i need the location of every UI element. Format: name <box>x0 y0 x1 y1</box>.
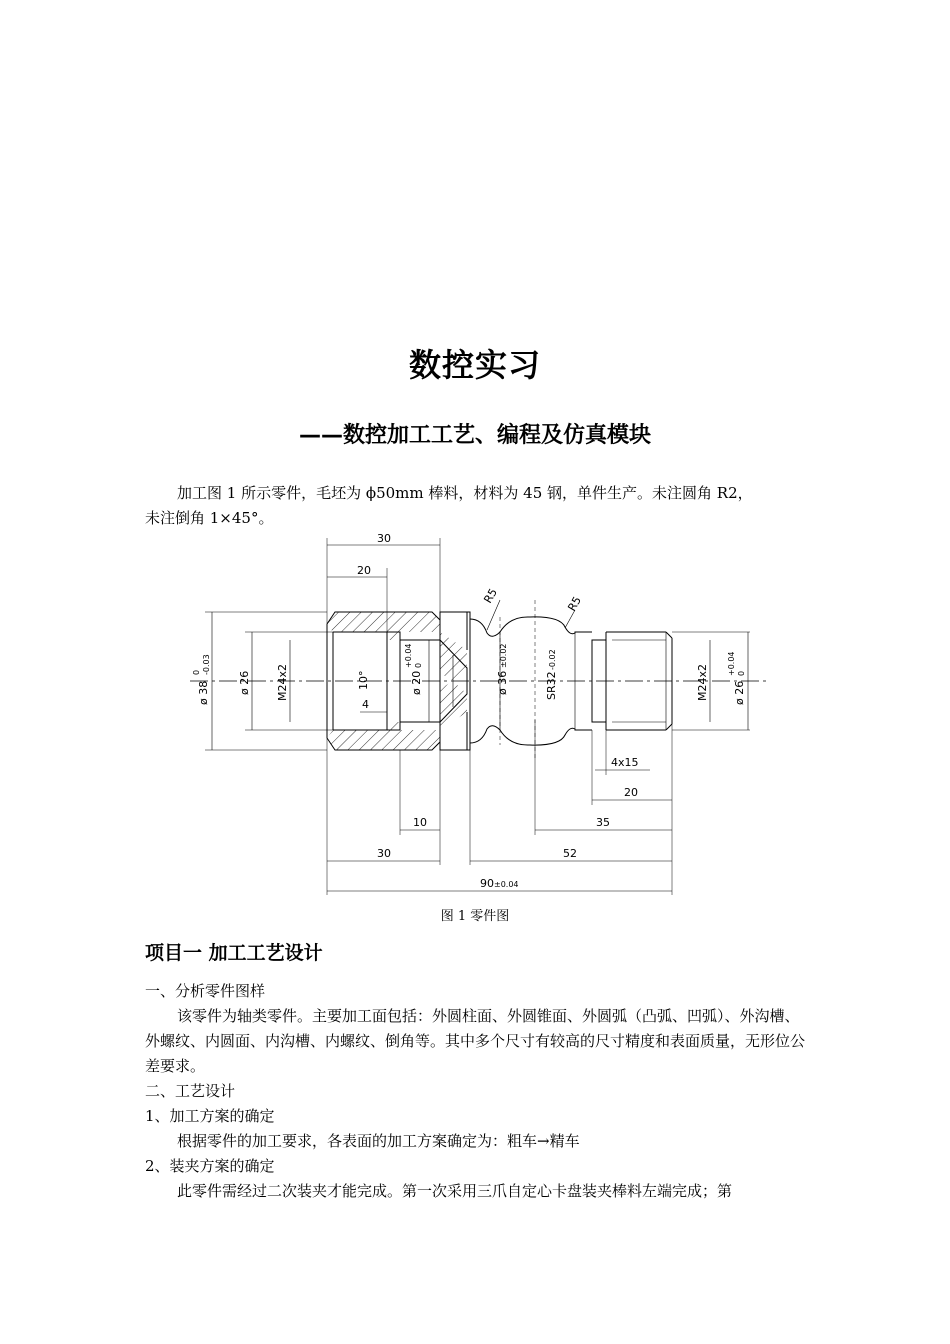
dia36-tol: ±0.02 <box>499 643 508 668</box>
dia20-tol-lower: 0 <box>414 662 423 668</box>
dia26-right-tol-upper: +0.04 <box>727 651 736 676</box>
dia26-right-label: ø 26 <box>733 680 746 705</box>
sr32-label: SR32 <box>545 671 558 700</box>
dia20-label: ø 20 <box>410 670 423 695</box>
s2-2-body: 此零件需经过二次装夹才能完成。第一次采用三爪自定心卡盘装夹棒料左端完成；第 <box>177 1182 733 1200</box>
dia38-label: ø 38 <box>197 680 210 705</box>
dim-4x15-label: 4x15 <box>611 756 639 769</box>
s2-title: 二、工艺设计 <box>145 1082 236 1100</box>
dia38-tol-lower: -0.03 <box>202 654 211 675</box>
r5-right-label: R5 <box>565 594 584 614</box>
figure-caption: 图 1 零件图 <box>440 909 510 924</box>
intro-paragraph-line1: 加工图 1 所示零件，毛坯为 ϕ50mm 棒料，材料为 45 钢，单件生产。未注圆角 R2， <box>177 484 753 502</box>
dim-20-top: 20 <box>357 564 371 577</box>
dim-4-label: 4 <box>362 698 369 711</box>
dim-30-top: 30 <box>377 532 391 545</box>
angle-10-label: 10° <box>357 670 370 690</box>
s1-body: 该零件为轴类零件。主要加工面包括：外圆柱面、外圆锥面、外圆弧（凸弧、凹弧）、外沟槽、外螺纹、内圆面、内沟槽、内螺纹、倒角等。其中多个尺寸有较高的尺寸精度和表面质量，无形位公差要求。 <box>145 1007 806 1075</box>
dim-10-label: 10 <box>413 816 427 829</box>
document-title: 数控实习 <box>408 346 541 384</box>
s2-1-body: 根据零件的加工要求，各表面的加工方案确定为：粗车→精车 <box>177 1132 580 1150</box>
s2-2-title: 2、装夹方案的确定 <box>145 1157 275 1175</box>
dim-90-tol: ±0.04 <box>494 880 519 889</box>
dim-35-label: 35 <box>596 816 610 829</box>
dia26-right-tol-lower: 0 <box>737 670 746 676</box>
dia38-tol-upper: 0 <box>192 669 201 675</box>
dim-90-label: 90 <box>480 877 494 890</box>
r5-left-label: R5 <box>481 586 500 606</box>
s2-1-title: 1、加工方案的确定 <box>145 1107 275 1125</box>
document-subtitle: ——数控加工工艺、编程及仿真模块 <box>298 423 651 448</box>
s1-title: 一、分析零件图样 <box>145 982 266 1000</box>
sr32-tol: -0.02 <box>548 649 557 670</box>
dia26-left-label: ø 26 <box>238 670 251 695</box>
section-heading: 项目一 加工工艺设计 <box>145 942 323 964</box>
dim-30-bottom-label: 30 <box>377 847 391 860</box>
dim-20-right-label: 20 <box>624 786 638 799</box>
intro-paragraph-line2: 未注倒角 1×45°。 <box>145 509 274 527</box>
m24-right-label: M24x2 <box>696 664 709 701</box>
dia20-tol-upper: +0.04 <box>404 643 413 668</box>
dim-52-label: 52 <box>563 847 577 860</box>
m24-left-label: M24x2 <box>276 664 289 701</box>
dia36-label: ø 36 <box>496 670 509 695</box>
part-drawing <box>175 528 775 900</box>
